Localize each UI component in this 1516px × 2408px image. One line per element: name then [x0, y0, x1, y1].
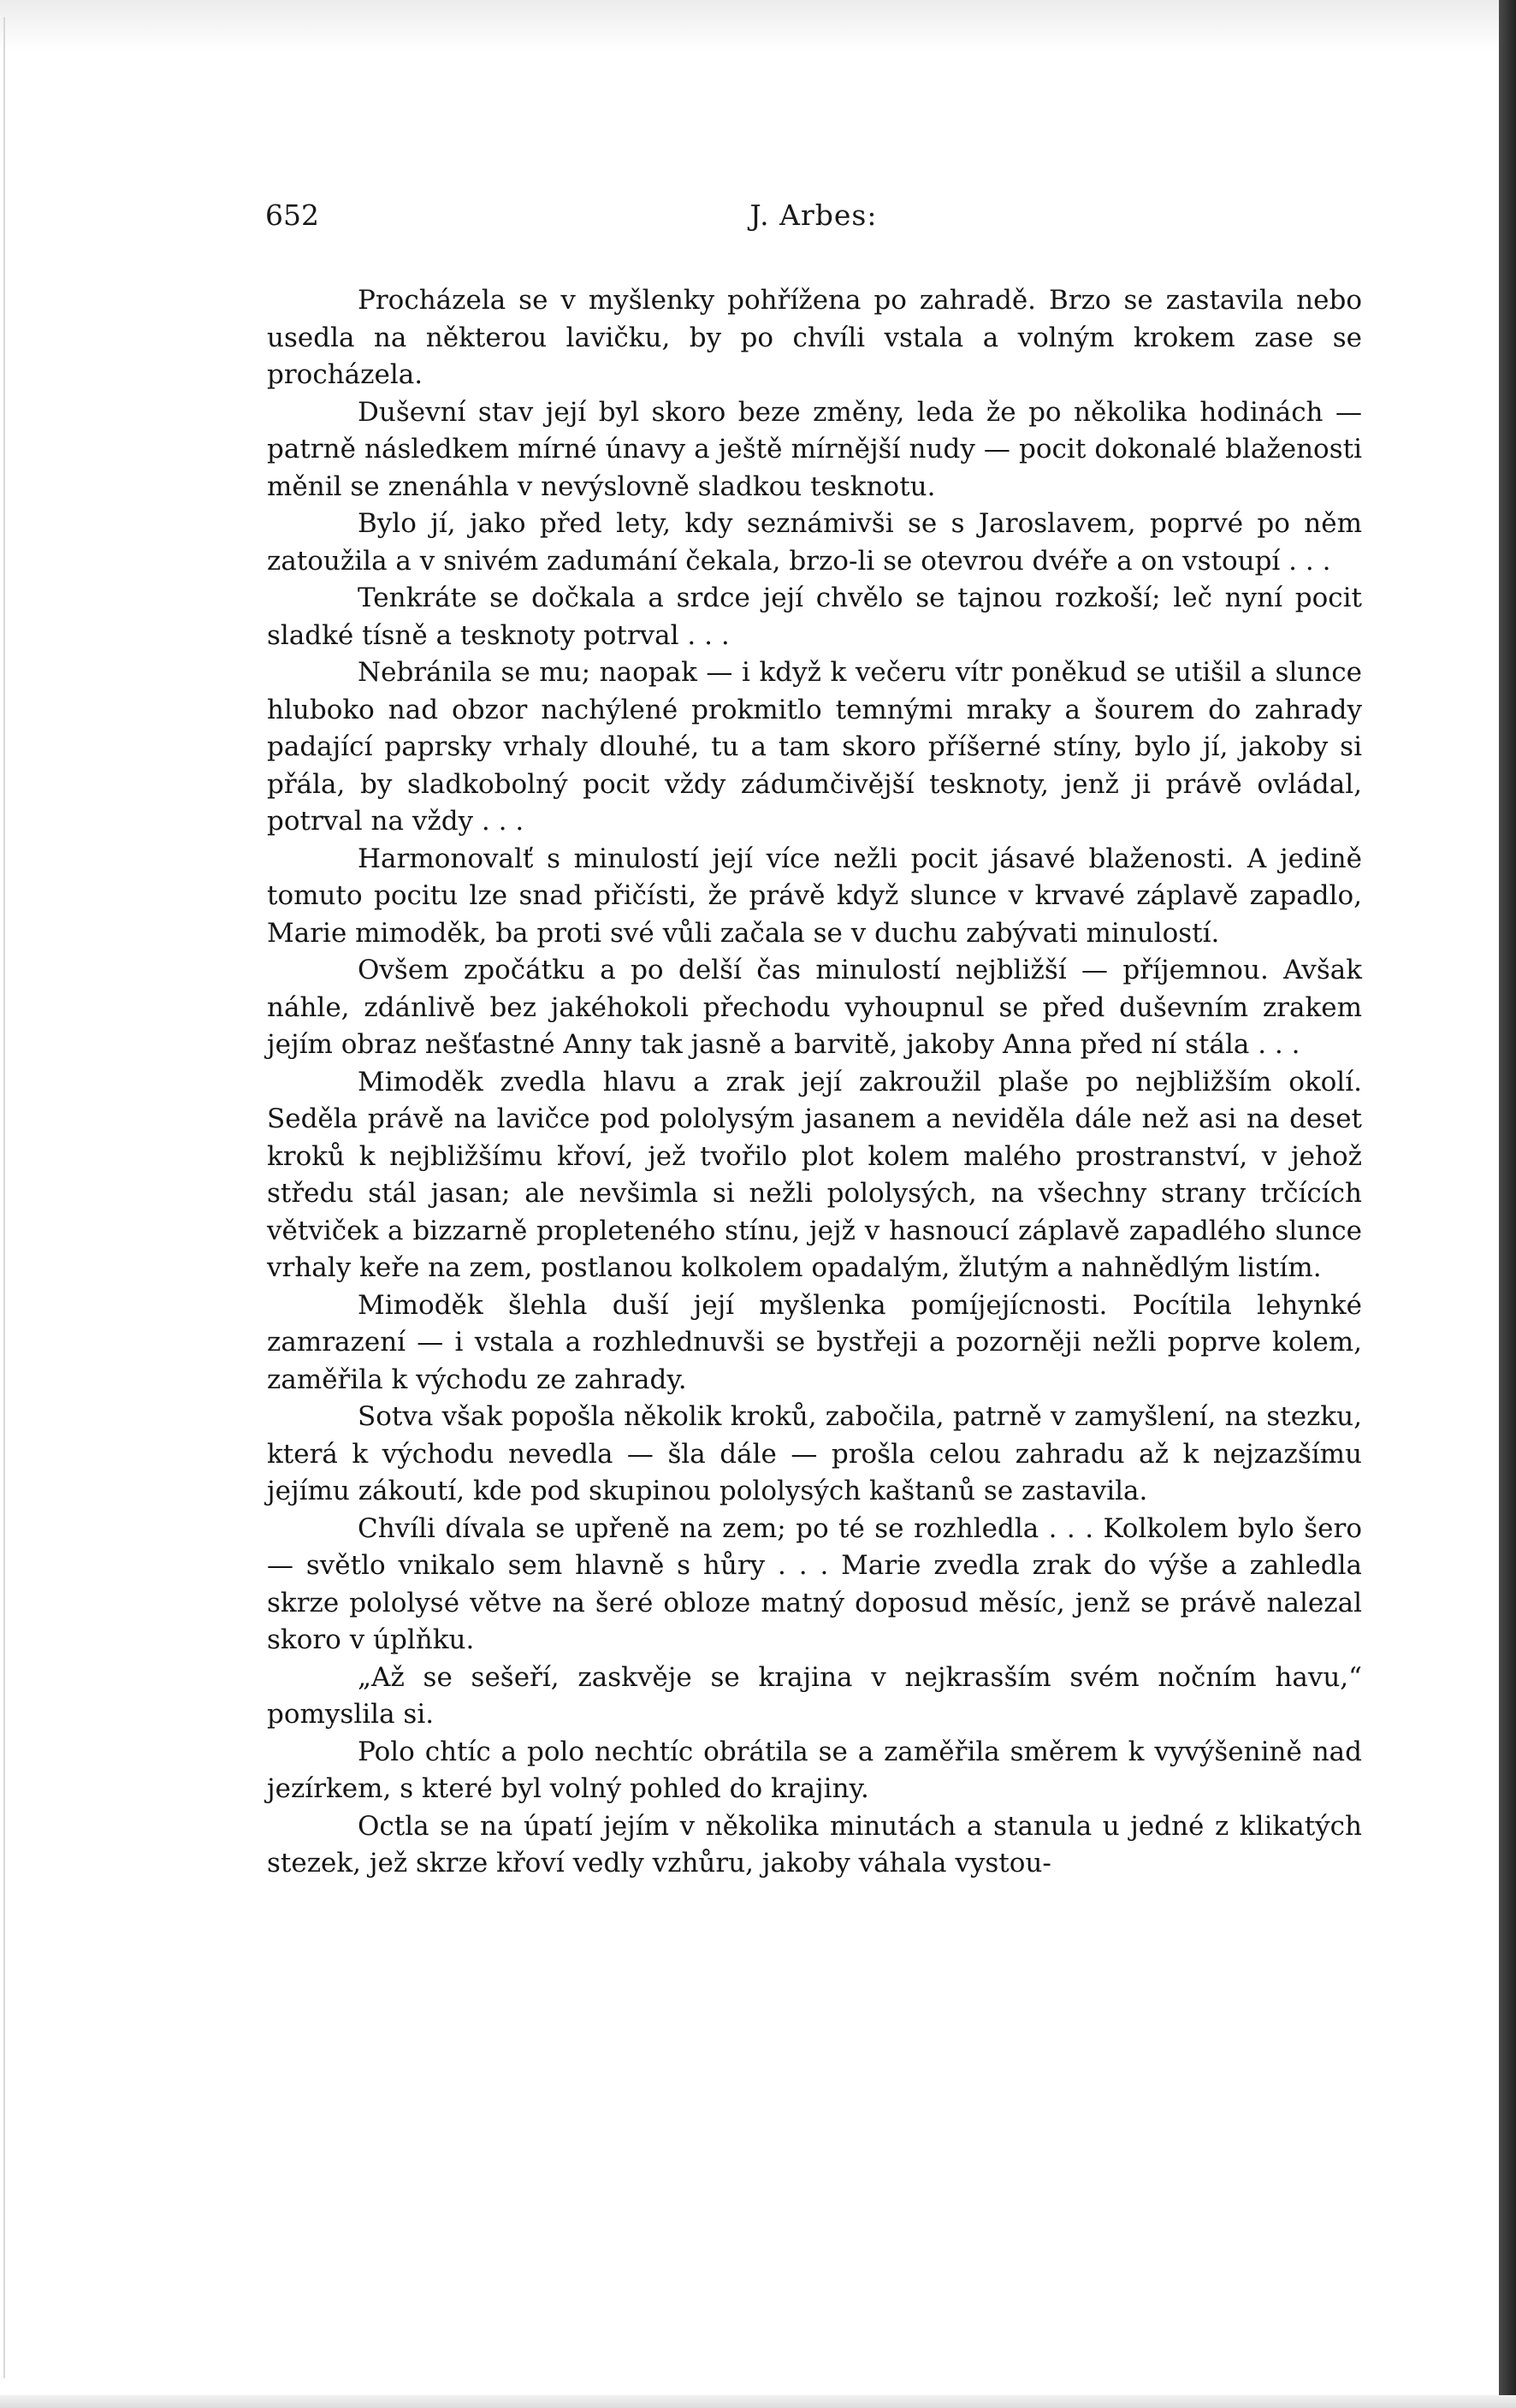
paragraph: Sotva však popošla několik kroků, zabočila, patrně v zamyšlení, na stezku, která k východu nevedla — šla dále — prošla celou zahradu až k nejzazšímu jejímu zákoutí, kde pod skupinou pololysých kaštanů se zastavila.	[267, 1401, 1362, 1506]
paragraph: Bylo jí, jako před lety, kdy seznámivši se s Jaroslavem, poprvé po něm zatoužila a v snivém zadumání čekala, brzo-li se otevrou dvéře a on vstoupí . . .	[267, 508, 1362, 577]
body-text	[267, 282, 1362, 1883]
running-head: J. Arbes:	[749, 198, 878, 232]
paragraph: Mimoděk zvedla hlavu a zrak její zakroužil plaše po nejbližším okolí. Seděla právě na lavičce pod pololysým jasanem a neviděla dále než asi na deset kroků k nejbližšímu křoví, jež tvořilo plot kolem malého prostranství, v jehož středu stál jasan; ale nevšimla si nežli pololysých, na všechny strany trčících větviček a bizzarně propleteného stínu, jejž v hasnoucí záplavě zapadlého slunce vrhaly keře na zem, postlanou kolkolem opadalým, žlutým a nahnědlým listím.	[267, 1066, 1362, 1283]
paragraph: Octla se na úpatí jejím v několika minutách a stanula u jedné z klikatých stezek, jež skrze křoví vedly vzhůru, jakoby váhala vystou-	[267, 1810, 1362, 1878]
page-top-shading	[0, 0, 1499, 51]
page-bottom-edge	[0, 2395, 1516, 2408]
page-number: 652	[265, 198, 319, 232]
paragraph: Mimoděk šlehla duší její myšlenka pomíjejícnosti. Pocítila lehynké zamrazení — i vstala a rozhlednuvši se bystřeji a pozorněji nežli poprve kolem, zaměřila k východu ze zahrady.	[267, 1289, 1362, 1395]
paragraph: Ovšem zpočátku a po delší čas minulostí nejbližší — příjemnou. Avšak náhle, zdánlivě bez jakéhokoli přechodu vyhoupnul se před duševním zrakem jejím obraz nešťastné Anny tak jasně a barvitě, jakoby Anna před ní stála . . .	[267, 955, 1362, 1060]
paragraph: Procházela se v myšlenky pohřížena po zahradě. Brzo se zastavila nebo usedla na některou lavičku, by po chvíli vstala a volným krokem zase se procházela.	[267, 285, 1362, 390]
paragraph: Chvíli dívala se upřeně na zem; po té se rozhledla . . . Kolkolem bylo šero — světlo vnikalo sem hlavně s hůry . . . Marie zvedla zrak do výše a zahledla skrze pololysé větve na šeré obloze matný doposud měsíc, jenž se právě nalezal skoro v úplňku.	[267, 1512, 1362, 1655]
paragraph: Tenkráte se dočkala a srdce její chvělo se tajnou rozkoší; leč nyní pocit sladké tísně a tesknoty potrval . . .	[267, 583, 1362, 651]
book-spine-edge	[1499, 0, 1516, 2408]
page-left-edge	[3, 17, 5, 2378]
paragraph: Duševní stav její byl skoro beze změny, leda že po několika hodinách — patrně následkem mírné únavy a ještě mírnější nudy — pocit dokonalé blaženosti měnil se znenáhla v nevýslovně sladkou tesknotu.	[267, 396, 1362, 502]
page-header	[265, 198, 1362, 241]
paragraph: Polo chtíc a polo nechtíc obrátila se a zaměřila směrem k vyvýšenině nad jezírkem, s které byl volný pohled do krajiny.	[267, 1736, 1362, 1804]
paragraph: Harmonovalť s minulostí její více nežli pocit jásavé blaženosti. A jedině tomuto pocitu lze snad přičísti, že právě když slunce v krvavé záplavě zapadlo, Marie mimoděk, ba proti své vůli začala se v duchu zabývati minulostí.	[267, 843, 1362, 949]
paragraph: „Až se sešeří, zaskvěje se krajina v nejkrasším svém nočním havu,“ pomyslila si.	[267, 1661, 1362, 1730]
paragraph: Nebránila se mu; naopak — i když k večeru vítr poněkud se utišil a slunce hluboko nad obzor nachýlené prokmitlo temnými mraky a šourem do zahrady padající paprsky vrhaly dlouhé, tu a tam skoro příšerné stíny, bylo jí, jakoby si přála, by sladkobolný pocit vždy zádumčivější tesknoty, jenž ji právě ovládal, potrval na vždy . . .	[267, 657, 1362, 837]
